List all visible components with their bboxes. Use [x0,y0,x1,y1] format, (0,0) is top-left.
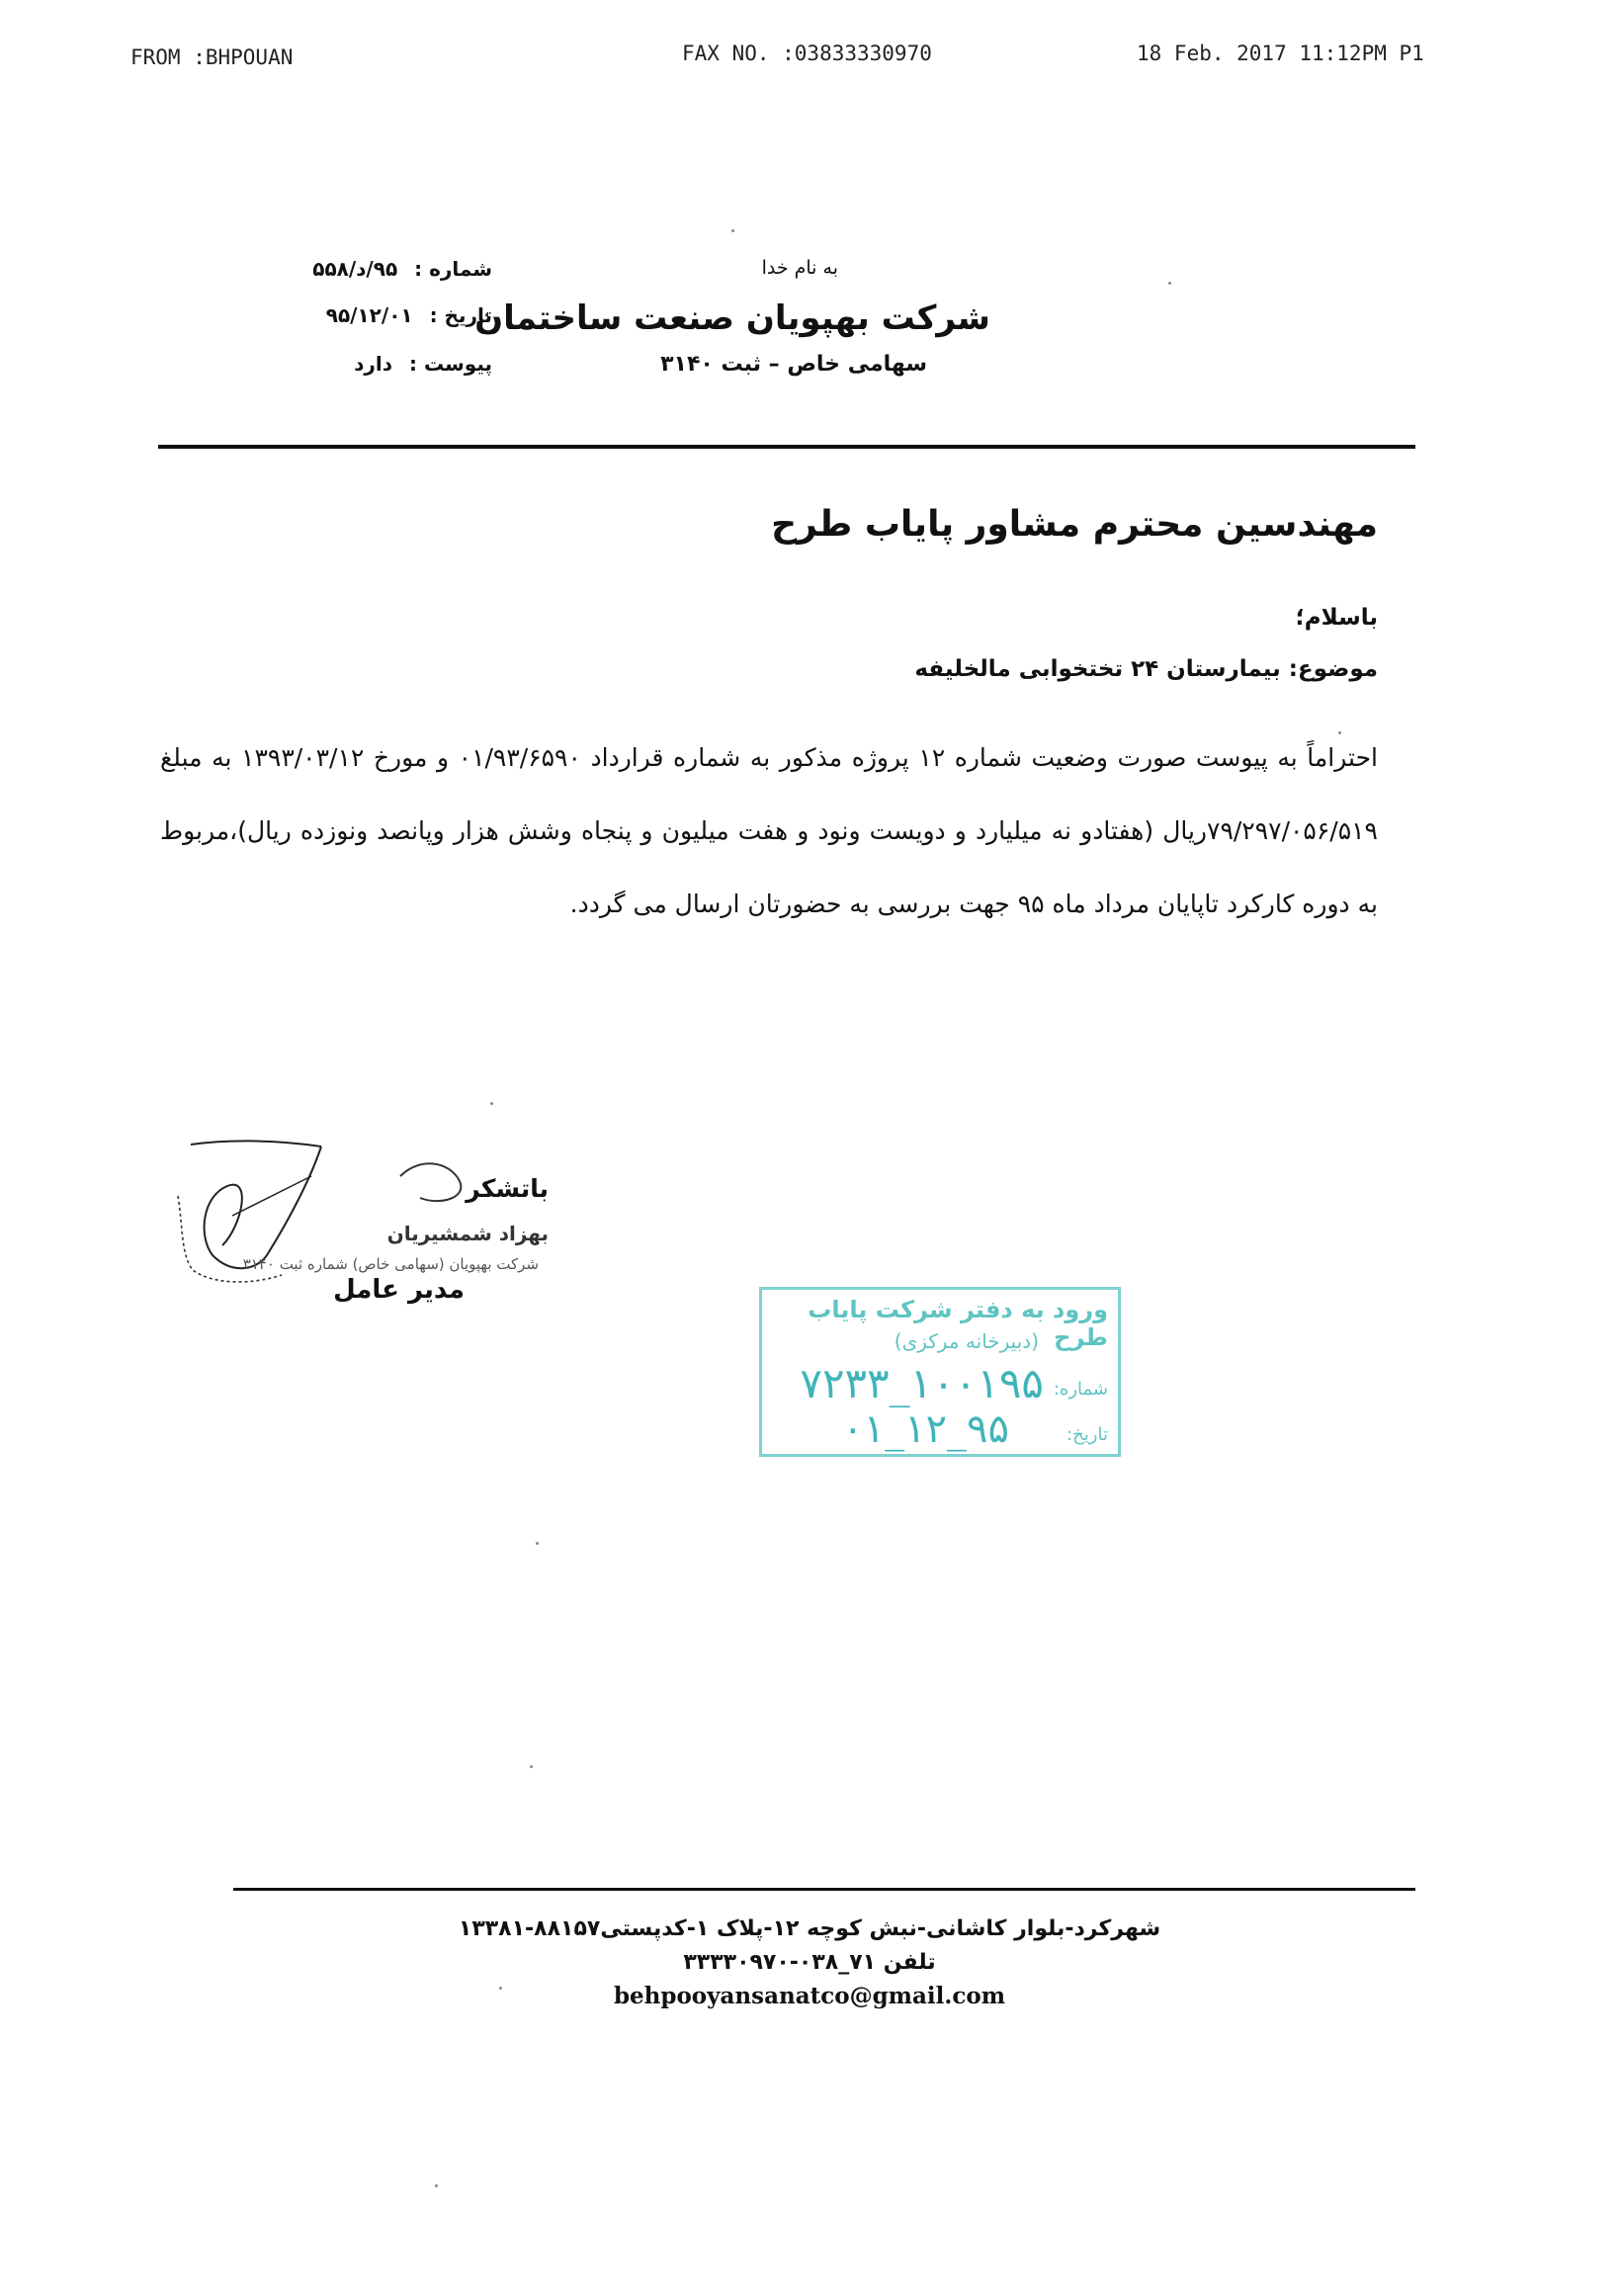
signer-role: مدیر عامل [333,1275,465,1305]
footer-divider [233,1888,1415,1891]
scan-speck [530,1765,533,1768]
stamp-date-label: تاریخ: [1066,1424,1108,1445]
scan-speck [536,1542,539,1545]
signature-block [173,1137,618,1324]
scan-speck [499,1987,502,1990]
fax-number: FAX NO. :03833330970 [682,42,932,65]
signer-name: بهزاد شمشیریان [386,1222,549,1245]
letter-attachment [354,352,492,376]
letterhead [0,249,1619,397]
letter-attachment-value: دارد [354,352,393,376]
fax-header [0,40,1619,79]
company-registration: سهامی خاص – ثبت ۳۱۴۰ [660,352,927,377]
letter-number-value: ۹۵/د/۵۵۸ [312,257,398,281]
letter-attachment-label: پیوست : [408,352,492,376]
footer-phone: تلفن ۷۱_۰۳۸-۳۳۳۳۰۹۷۰ [683,1950,936,1975]
letter-date-label: تاریخ : [429,303,492,327]
scan-speck [490,1102,493,1105]
header-divider [158,445,1415,449]
scan-speck [731,229,734,232]
stamp-date-value: ۹۵_۱۲_۰۱ [842,1406,1009,1452]
scan-speck [435,2184,438,2187]
stamp-subtitle: (دبیرخانه مرکزی) [894,1329,1039,1353]
footer-email: behpooyansanatco@gmail.com [613,1983,1006,2009]
letter-date-value: ۹۵/۱۲/۰۱ [325,303,413,327]
letter-date [326,303,492,327]
receipt-stamp [759,1287,1121,1457]
scan-speck [1338,731,1341,734]
footer [0,1913,1619,2013]
stamp-title: ورود به دفتر شرکت پایاب طرح [808,1296,1108,1351]
fax-from: FROM :BHPOUAN [130,45,294,69]
fax-date: 18 Feb. 2017 11:12PM P1 [1137,42,1424,65]
stamp-number-value: ۱۰۰۱۹۵_۷۲۳۳ [800,1359,1044,1407]
company-name: شرکت بهپویان صنعت ساختمان [474,298,990,338]
letter-number [312,257,492,281]
thanks: باتشکر [466,1174,549,1203]
stamp-number-label: شماره: [1053,1379,1108,1400]
subject: موضوع: بیمارستان ۲۴ تختخوابی مالخلیفه [914,656,1378,682]
scan-speck [1168,282,1171,285]
footer-address: شهرکرد-بلوار کاشانی-نبش کوچه ۱۲-پلاک ۱-کدپستی۸۸۱۵۷-۱۳۳۸۱ [458,1916,1161,1941]
recipient: مهندسین محترم مشاور پایاب طرح [771,504,1378,545]
company-seal-text: شرکت بهپویان (سهامی خاص) شماره ثبت ۳۱۴۰ [242,1255,539,1273]
basmala: به نام خدا [761,257,838,279]
letter-body: احتراماً به پیوست صورت وضعیت شماره ۱۲ پروژه مذکور به شماره قرارداد ۰۱/۹۳/۶۵۹۰ و مورخ ۱۳۹۳/۰۳/۱۲ به مبلغ ۷۹/۲۹۷/۰۵۶/۵۱۹ریال (هفتادو نه میلیارد و دویست ونود و هفت میلیون و پنجاه وشش هزار وپانصد ونوزده ریال)،مربوط به دوره کارکرد تاپایان مرداد ماه ۹۵ جهت بررسی به حضورتان ارسال می گردد. [160,743,1378,918]
letter-number-label: شماره : [414,257,492,281]
greeting: باسلام؛ [1295,605,1378,631]
